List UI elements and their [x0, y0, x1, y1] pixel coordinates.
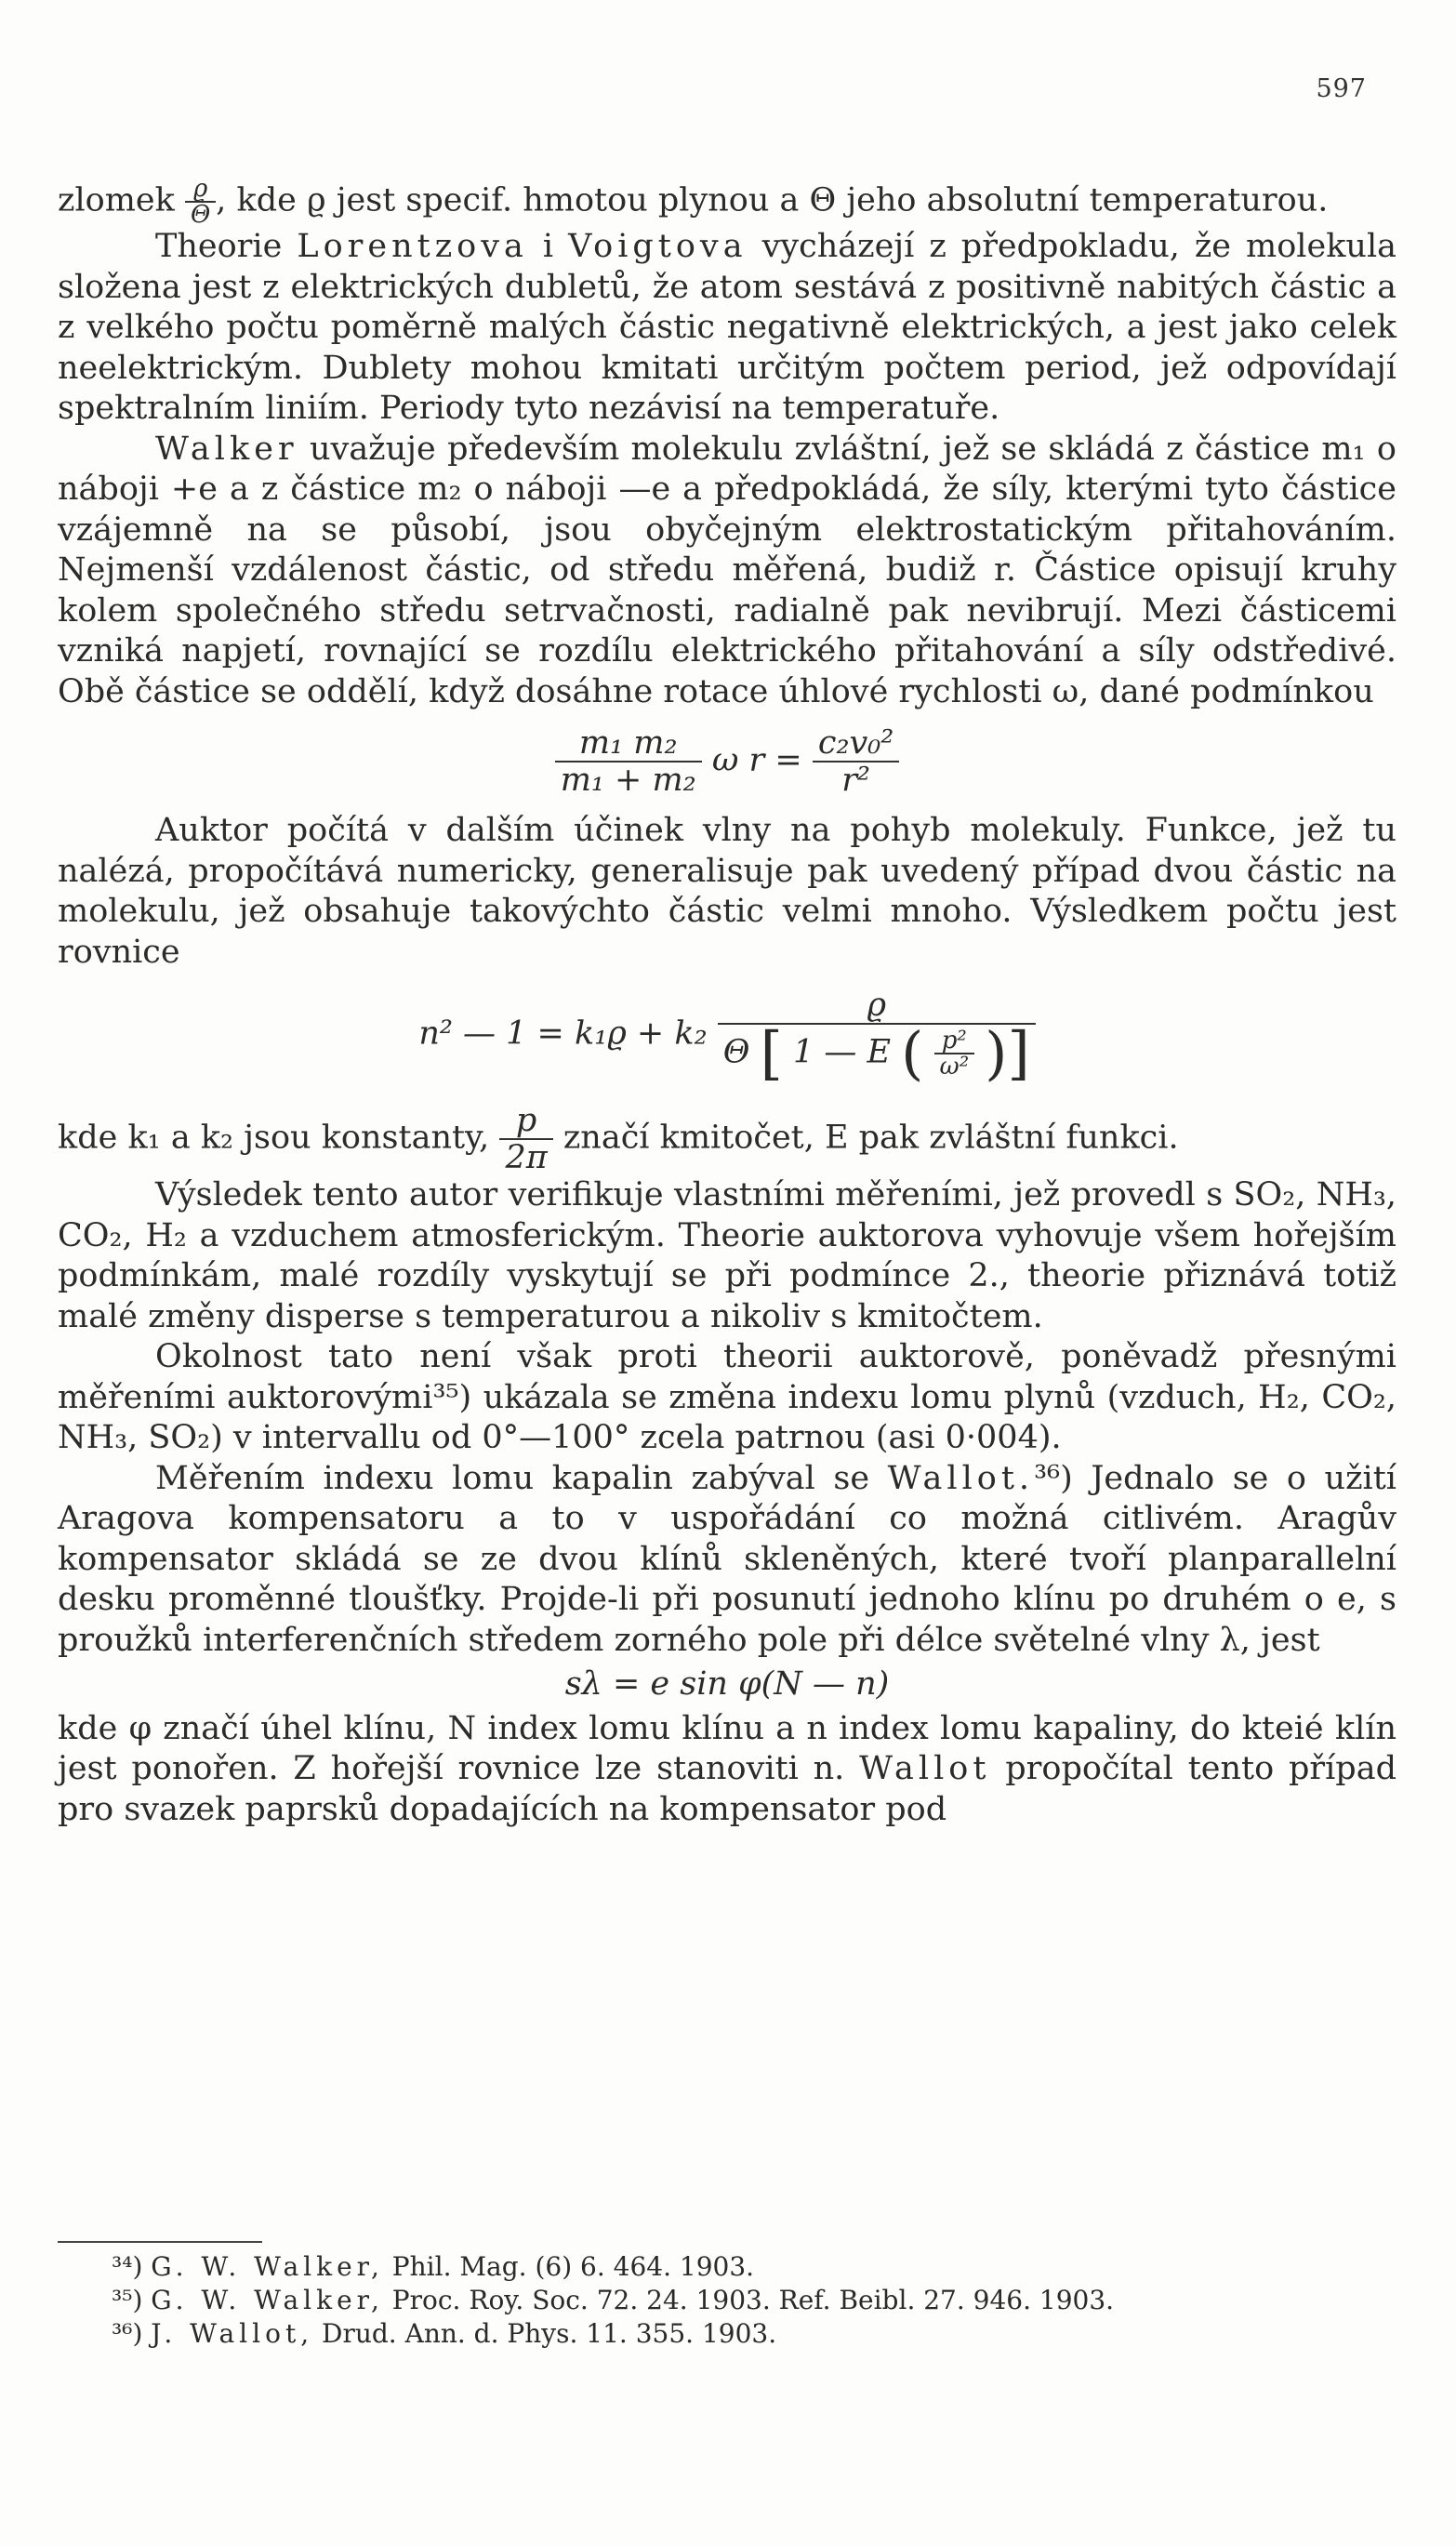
fraction-denominator: 2π	[499, 1138, 552, 1175]
footnote-author: G. W. Walker,	[151, 2285, 384, 2315]
name-voigt: Voigtova	[568, 228, 748, 265]
text-run: Okolnost tato není však proti theorii auktorově, poněvadž přesnými měřeními auktorovými³⁵) ukázala se změna indexu lomu plynů (vzduch, H₂, CO₂, NH₃, SO₂) v intervallu od 0°—100° zcela patrnou (asi 0·004).	[58, 1338, 1396, 1456]
footnote-ref: Drud. Ann. d. Phys. 11. 355. 1903.	[322, 2318, 777, 2349]
fraction-denominator	[718, 1019, 1036, 1087]
footnotes	[112, 2250, 1395, 2351]
paragraph-intro	[58, 177, 1396, 227]
equation-dispersion	[58, 987, 1396, 1087]
footnote-34	[112, 2250, 1395, 2284]
denominator-one-minus-e: 1 — E	[792, 1033, 892, 1071]
paragraph-result	[58, 1175, 1396, 1337]
name-wallot: Wallot	[859, 1750, 991, 1787]
fraction-rho-theta	[185, 177, 216, 227]
text-run: vycházejí z předpokladu, že molekula složena jest z elektrických dubletů, že atom sestává z positivně nabitých částic a z velkého počtu poměrně malých částic negativně elektrických, a jest jako celek neelektrickým. Dublety mohou kmitati určitým počtem period, jež odpovídají spektralním liniím. Periody tyto nezávisí na temperatuře.	[58, 228, 1397, 427]
paragraph-wallot	[58, 1459, 1396, 1662]
name-lorentz: Lorentzova	[297, 228, 528, 265]
fraction-denominator: Θ	[190, 201, 211, 229]
open-bracket: [	[760, 1019, 783, 1087]
text-run: Výsledek tento autor verifikuje vlastními měřeními, jež provedl s SO₂, NH₃, CO₂, H₂ a vzduchem atmosferickým. Theorie auktorova vyhovuje všem hořejším podmínkám, malé rozdíly vyskytují se při podmínce 2., theorie přiznává totiž malé změny disperse s temperaturou a nikoliv s kmitočtem.	[58, 1176, 1396, 1335]
footnote-mark: ³⁶)	[112, 2318, 143, 2349]
footnote-36	[112, 2317, 1395, 2351]
footnote-mark: ³⁴)	[112, 2251, 143, 2282]
body-text	[58, 177, 1396, 1830]
name-wallot: Wallot.	[887, 1459, 1035, 1497]
text-run: i	[527, 228, 569, 265]
fraction-masses	[555, 725, 702, 798]
text-run: zlomek	[58, 181, 175, 219]
text-run: kde k₁ a k₂ jsou konstanty,	[58, 1119, 490, 1157]
fraction-numerator: p²	[934, 1028, 975, 1054]
open-paren: (	[901, 1019, 924, 1087]
footnote-ref: Phil. Mag. (6) 6. 464. 1903.	[391, 2251, 755, 2282]
paragraph-author	[58, 811, 1396, 973]
fraction-numerator: ϱ	[718, 988, 1036, 1025]
text-run: kde φ značí úhel klínu, N index lomu klínu a n index lomu kapaliny, do kteié klín jest ponořen. Z hořejší rovnice lze stanoviti n.	[58, 1709, 1396, 1787]
text-run: uvažuje především molekulu zvláštní, jež se skládá z částice m₁ o náboji +e a z částice m₂ o náboji —e a předpokládá, že síly, kterými tyto částice vzájemně na se působí, jsou obyčejným elektrostatickým přitahováním. Nejmenší vzdálenost částic, od středu měřená, budiž r. Částice opisují kruhy kolem společného středu setrvačnosti, radialně pak nevibrují. Mezi částicemi vzniká napjetí, rovnající se rozdílu elektrického přitahování a síly odstředivé. Obě částice se oddělí, když dosáhne rotace úhlové rychlosti ω, dané podmínkou	[58, 430, 1396, 710]
paragraph-walker	[58, 430, 1396, 713]
text-run: propočítal tento případ pro svazek paprsků dopadajících na kompensator pod	[58, 1750, 1396, 1828]
footnote-divider	[58, 2241, 262, 2243]
footnote-author: G. W. Walker,	[151, 2251, 384, 2282]
fraction-dispersion	[718, 987, 1036, 1087]
text-run: značí kmitočet, E pak zvláštní funkci.	[552, 1119, 1179, 1157]
equation-left: n² — 1 = k₁ϱ + k₂	[418, 1014, 708, 1053]
close-bracket: ]	[1007, 1019, 1030, 1087]
fraction-frequency	[499, 1103, 552, 1175]
paragraph-constants	[58, 1103, 1396, 1175]
text-run: Měřením indexu lomu kapalin zabýval se	[155, 1459, 888, 1497]
paragraph-angle	[58, 1709, 1396, 1831]
fraction-numerator: m₁ m₂	[555, 725, 702, 762]
fraction-charge	[813, 725, 899, 798]
text-run: ³⁶) Jednalo se o užití Aragova kompensatoru a to v uspořádání co možná citlivém. Aragův kompensator skládá se ze dvou klínů skleněných, které tvoří planparallelní desku proměnné tloušťky. Projde-li při posunutí jednoho klínu po druhém o e, s proužků interferenčních středem zorného pole při délce světelné vlny λ, jest	[58, 1459, 1396, 1659]
equation-middle: ω r =	[711, 741, 802, 779]
text-run: Auktor počítá v dalším účinek vlny na pohyb molekuly. Funkce, jež tu nalézá, propočítává numericky, generalisuje pak uvedený případ dvou částic na molekulu, jež obsahuje takovýchto částic velmi mnoho. Výsledkem počtu jest rovnice	[58, 812, 1396, 971]
paragraph-theory	[58, 227, 1396, 430]
fraction-numerator: ϱ	[185, 177, 216, 203]
close-paren: )	[985, 1019, 1008, 1087]
fraction-p-omega	[934, 1028, 975, 1079]
fraction-denominator: ω²	[939, 1053, 970, 1081]
equation-rotation	[58, 725, 1396, 798]
equation-compensator: sλ = e sin φ(N — n)	[564, 1665, 890, 1703]
text-run: Theorie	[155, 228, 298, 265]
paragraph-circumstance	[58, 1337, 1396, 1459]
footnote-author: J. Wallot,	[151, 2318, 314, 2349]
denominator-theta: Θ	[722, 1033, 750, 1071]
footnote-35	[112, 2284, 1395, 2317]
name-walker: Walker	[155, 430, 298, 468]
footnote-ref: Proc. Roy. Soc. 72. 24. 1903. Ref. Beibl. 27. 946. 1903.	[391, 2285, 1115, 2315]
fraction-denominator: m₁ + m₂	[560, 762, 696, 799]
text-run: , kde ϱ jest specif. hmotou plynou a Θ jeho absolutní temperaturou.	[216, 181, 1329, 219]
page-number: 597	[1316, 74, 1367, 103]
footnote-mark: ³⁵)	[112, 2285, 143, 2315]
fraction-denominator: r²	[841, 762, 870, 799]
fraction-numerator: p	[515, 1102, 537, 1139]
fraction-numerator: c₂v₀²	[813, 725, 899, 762]
